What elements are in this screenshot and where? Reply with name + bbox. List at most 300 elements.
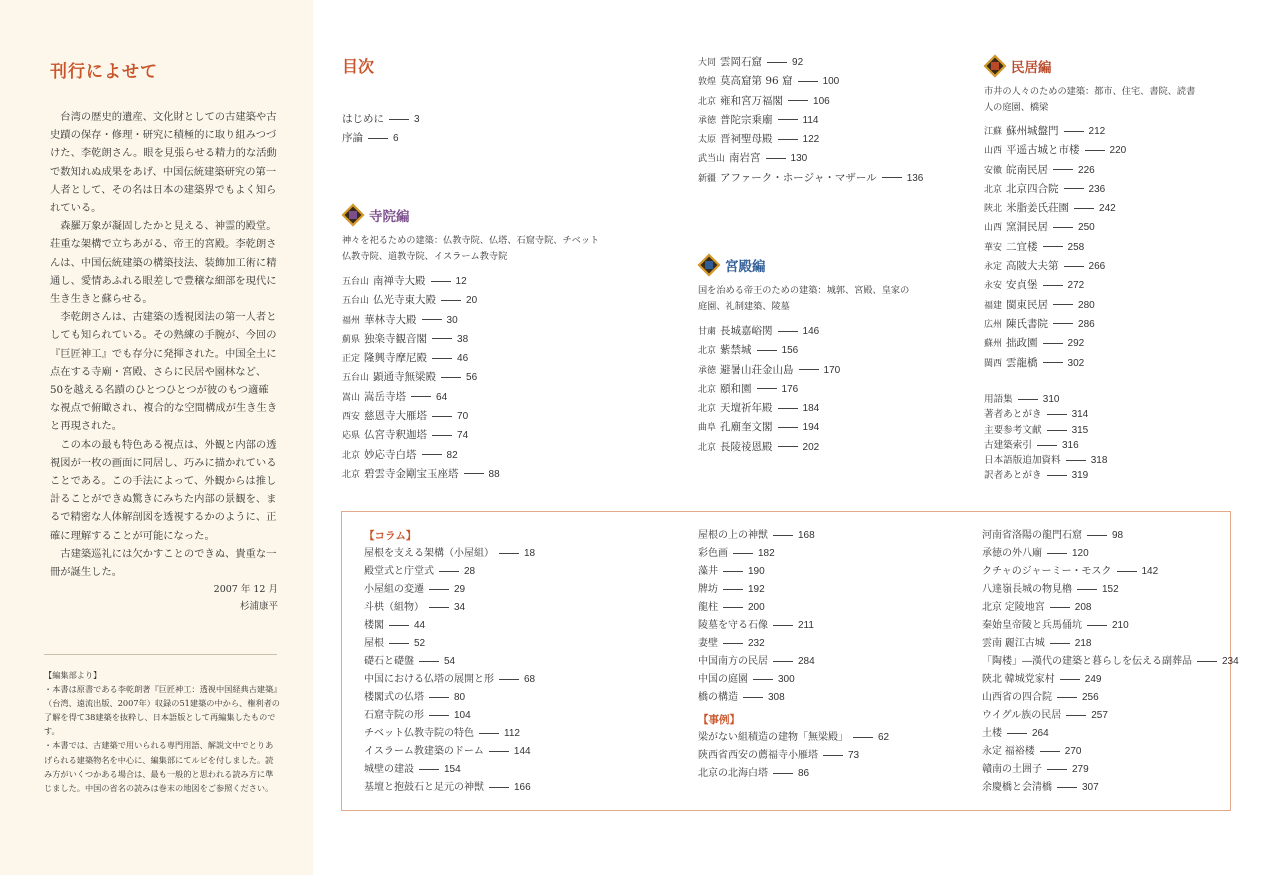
entry-page: 220 bbox=[1109, 145, 1127, 157]
entry-title: ウイグル族の民居 bbox=[982, 710, 1062, 721]
toc-entry bbox=[982, 545, 1239, 563]
entry-page: 284 bbox=[798, 656, 815, 667]
diamond-emblem-icon bbox=[342, 204, 364, 226]
entry-title: 斗栱（組物） bbox=[364, 602, 424, 613]
entry-title: 秦始皇帝陵と兵馬俑坑 bbox=[982, 620, 1082, 631]
leader-dash bbox=[1043, 285, 1063, 286]
entry-page: 130 bbox=[790, 153, 808, 165]
toc-entry bbox=[698, 765, 889, 783]
entry-title: 「陶楼」―漢代の建築と暮らしを伝える副葬品 bbox=[982, 656, 1192, 667]
toc-entry bbox=[364, 779, 535, 797]
entry-title: はじめに bbox=[342, 113, 384, 125]
entry-title: 雲岡石窟 bbox=[720, 56, 763, 68]
entry-page: 73 bbox=[848, 750, 860, 761]
entry-page: 182 bbox=[758, 548, 775, 559]
entry-location: 武当山 bbox=[698, 153, 726, 164]
entry-title: 雲龍橋 bbox=[1006, 356, 1038, 369]
entry-location: 江蘇 bbox=[984, 126, 1003, 136]
editors-note bbox=[44, 668, 280, 795]
leader-dash bbox=[432, 358, 452, 359]
leader-dash bbox=[1043, 343, 1063, 344]
entry-location: 応県 bbox=[342, 430, 361, 441]
entry-page: 314 bbox=[1071, 409, 1089, 421]
entry-location: 閩西 bbox=[984, 357, 1003, 368]
toc-entry bbox=[984, 199, 1126, 218]
dwelling-section-title: 民居編 bbox=[1011, 60, 1052, 76]
entry-page: 210 bbox=[1112, 620, 1129, 631]
entry-page: 156 bbox=[781, 345, 799, 357]
leader-dash bbox=[419, 661, 439, 662]
leader-dash bbox=[1087, 535, 1107, 536]
toc-title: 目次 bbox=[342, 57, 375, 76]
toc-entry bbox=[342, 426, 500, 445]
entry-title: 雲南 麗江古城 bbox=[982, 638, 1045, 649]
toc-entry bbox=[364, 761, 535, 779]
columns-col2 bbox=[698, 527, 889, 783]
toc-entry bbox=[698, 527, 889, 545]
palace-section-title: 宮殿編 bbox=[725, 259, 766, 275]
leader-dash bbox=[773, 773, 793, 774]
leader-dash bbox=[1066, 460, 1086, 461]
entry-location: 広州 bbox=[984, 318, 1003, 329]
entry-page: 212 bbox=[1088, 126, 1106, 137]
entry-page: 302 bbox=[1067, 357, 1085, 369]
leader-dash bbox=[799, 369, 819, 370]
palace-section-header bbox=[698, 254, 766, 276]
entry-page: 315 bbox=[1071, 424, 1089, 436]
entry-page: 154 bbox=[444, 764, 461, 775]
entry-title: 長陵祾恩殿 bbox=[720, 440, 773, 453]
toc-entry bbox=[342, 330, 500, 349]
entry-page: 232 bbox=[748, 638, 765, 649]
entry-title: 拙政園 bbox=[1006, 337, 1038, 350]
entry-location: 敦煌 bbox=[698, 76, 717, 87]
entry-location: 五台山 bbox=[342, 276, 370, 286]
entry-page: 242 bbox=[1099, 203, 1116, 215]
leader-dash bbox=[1085, 150, 1105, 151]
toc-entry bbox=[984, 334, 1126, 353]
entry-title: 窯洞民居 bbox=[1006, 221, 1049, 234]
toc-entry bbox=[698, 599, 889, 617]
entry-page: 98 bbox=[1112, 530, 1124, 541]
entry-location: 永安 bbox=[984, 280, 1003, 291]
entry-page: 168 bbox=[798, 530, 815, 541]
entry-title: 承徳の外八廟 bbox=[982, 548, 1042, 559]
foreword-text bbox=[50, 108, 278, 615]
toc-entry bbox=[364, 581, 535, 599]
leader-dash bbox=[743, 697, 763, 698]
entry-title: 陝北 韓城党家村 bbox=[982, 674, 1055, 685]
entry-page: 152 bbox=[1102, 584, 1119, 595]
leader-dash bbox=[773, 661, 793, 662]
toc-entry bbox=[698, 111, 923, 130]
toc-entry bbox=[342, 446, 500, 465]
leader-dash bbox=[422, 454, 442, 455]
entry-location: 正定 bbox=[342, 353, 361, 364]
entry-location: 西安 bbox=[342, 411, 361, 422]
entry-page: 3 bbox=[414, 114, 420, 125]
toc-entry bbox=[698, 617, 889, 635]
entry-title: 閩東民居 bbox=[1006, 298, 1049, 311]
leader-dash bbox=[389, 643, 409, 644]
entry-title: 殿堂式と庁堂式 bbox=[364, 566, 434, 577]
entry-title: 独楽寺観音閣 bbox=[364, 332, 428, 345]
foreword-title: 刊行によせて bbox=[50, 62, 158, 82]
toc-entry bbox=[698, 149, 923, 168]
leader-dash bbox=[489, 751, 509, 752]
entry-location: 承徳 bbox=[698, 364, 717, 375]
entry-title: 隆興寺摩尼殿 bbox=[364, 352, 428, 365]
entry-page: 92 bbox=[792, 57, 804, 68]
toc-entry bbox=[698, 635, 889, 653]
entry-title: 用語集 bbox=[984, 394, 1013, 405]
leader-dash bbox=[1064, 266, 1084, 267]
toc-entry bbox=[982, 707, 1239, 725]
temple-section-header bbox=[342, 204, 410, 226]
toc-entry bbox=[342, 349, 500, 368]
leader-dash bbox=[773, 625, 793, 626]
entry-page: 34 bbox=[454, 602, 466, 613]
entry-page: 104 bbox=[454, 710, 471, 721]
leader-dash bbox=[1007, 733, 1027, 734]
entry-page: 272 bbox=[1067, 280, 1085, 292]
leader-dash bbox=[441, 300, 461, 301]
entry-title: 石窟寺院の形 bbox=[364, 710, 424, 721]
entry-page: 52 bbox=[414, 638, 426, 649]
leader-dash bbox=[1043, 246, 1063, 247]
leader-dash bbox=[431, 281, 451, 282]
entry-page: 286 bbox=[1078, 318, 1095, 330]
entry-title: 紫禁城 bbox=[720, 344, 752, 357]
toc-entry bbox=[364, 635, 535, 653]
entry-title: 晋祠聖母殿 bbox=[720, 133, 773, 146]
column-heading: 【コラム】 bbox=[364, 530, 417, 542]
entry-title: 陝西省西安の薦福寺小雁塔 bbox=[698, 750, 818, 761]
palace-section-desc: 国を治める帝王のための建築：城郭、宮殿、皇家の庭園、礼制建築、陵墓 bbox=[698, 285, 910, 311]
entry-title: 普陀宗乗廟 bbox=[720, 113, 773, 126]
entry-title: 妙応寺白塔 bbox=[364, 448, 417, 461]
dwelling-list bbox=[984, 122, 1126, 373]
case-list bbox=[698, 729, 889, 783]
entry-page: 257 bbox=[1091, 710, 1108, 721]
entry-location: 北京 bbox=[342, 468, 361, 479]
entry-page: 18 bbox=[524, 548, 536, 559]
entry-title: 平遥古城と市楼 bbox=[1006, 144, 1080, 157]
entry-location: 新疆 bbox=[698, 172, 717, 183]
entry-page: 12 bbox=[455, 276, 467, 287]
entry-title: 慈恩寺大雁塔 bbox=[364, 410, 428, 423]
entry-location: 陝北 bbox=[984, 203, 1003, 214]
entry-title: 雍和宮万福閣 bbox=[720, 94, 784, 107]
entry-title: 屋根 bbox=[364, 638, 384, 649]
leader-dash bbox=[1117, 571, 1137, 572]
entry-location: 永定 bbox=[984, 261, 1003, 272]
entry-page: 218 bbox=[1074, 638, 1092, 649]
entry-title: 中国における仏塔の展開と形 bbox=[364, 674, 494, 685]
entry-page: 300 bbox=[778, 674, 795, 685]
leader-dash bbox=[823, 755, 843, 756]
entry-title: 楼閣式の仏塔 bbox=[364, 692, 424, 703]
entry-title: 小屋組の変遷 bbox=[364, 584, 424, 595]
leader-dash bbox=[429, 589, 449, 590]
leader-dash bbox=[1057, 787, 1077, 788]
entry-title: 陵墓を守る石像 bbox=[698, 620, 768, 631]
entry-page: 68 bbox=[524, 674, 536, 685]
entry-page: 144 bbox=[513, 746, 531, 757]
leader-dash bbox=[766, 158, 786, 159]
entry-location: 承徳 bbox=[698, 114, 717, 125]
temple-section-desc: 神々を祀るための建築：仏教寺院、仏塔、石窟寺院、チベット仏教寺院、道教寺院、イスラーム教寺院 bbox=[342, 235, 600, 261]
leader-dash bbox=[441, 377, 461, 378]
entry-page: 190 bbox=[748, 566, 765, 577]
leader-dash bbox=[788, 100, 808, 101]
entry-title: 著者あとがき bbox=[984, 409, 1042, 421]
entry-title: 牌坊 bbox=[698, 584, 718, 595]
toc-entry bbox=[984, 161, 1126, 180]
entry-title: 城壁の建設 bbox=[364, 764, 414, 775]
toc-entry bbox=[984, 453, 1107, 468]
entry-page: 319 bbox=[1071, 470, 1089, 482]
column-list bbox=[698, 527, 889, 707]
case-list bbox=[982, 527, 1239, 797]
toc-entry bbox=[982, 527, 1239, 545]
leader-dash bbox=[432, 416, 452, 417]
toc-entry bbox=[698, 72, 923, 91]
toc-entry bbox=[364, 617, 535, 635]
toc-entry bbox=[982, 617, 1239, 635]
entry-page: 44 bbox=[414, 620, 426, 631]
entry-page: 234 bbox=[1222, 656, 1239, 667]
entry-location: 薊県 bbox=[342, 333, 361, 344]
leader-dash bbox=[733, 553, 753, 554]
toc-entry bbox=[982, 599, 1239, 617]
foreword-author: 杉浦康平 bbox=[239, 601, 278, 613]
entry-page: 280 bbox=[1078, 299, 1095, 311]
leader-dash bbox=[499, 553, 519, 554]
entry-location: 甘粛 bbox=[698, 326, 717, 336]
entry-page: 192 bbox=[748, 584, 765, 595]
leader-dash bbox=[1050, 607, 1070, 608]
entry-title: 屋根の上の神獣 bbox=[698, 530, 768, 541]
leader-dash bbox=[429, 607, 449, 608]
foreword-paragraph: 古建築巡礼には欠かすことのできぬ、貴重な一冊が誕生した。 bbox=[50, 547, 277, 579]
entry-page: 202 bbox=[802, 441, 820, 453]
toc-entry bbox=[982, 635, 1239, 653]
entry-title: 基壇と抱鼓石と足元の神獣 bbox=[364, 782, 484, 793]
toc-entry bbox=[698, 380, 840, 399]
leader-dash bbox=[882, 177, 902, 178]
toc-entry bbox=[698, 438, 840, 457]
toc-entry bbox=[984, 354, 1126, 373]
entry-location: 福建 bbox=[984, 299, 1003, 310]
entry-title: 妻壁 bbox=[698, 638, 718, 649]
leader-dash bbox=[1053, 323, 1073, 324]
entry-page: 211 bbox=[798, 620, 814, 631]
entry-location: 福州 bbox=[342, 314, 361, 325]
temple-list-continued bbox=[698, 53, 923, 188]
entry-title: 顕通寺無梁殿 bbox=[373, 371, 437, 384]
entry-location: 北京 bbox=[698, 403, 717, 414]
editors-note-item: ・本書は原書である李乾朗著『巨匠神工：透視中国経典古建築』（台湾、遠流出版、2007年）収録の51建築の中から、権利者の了解を得て38建築を抜粋し、日本語版として再編集したものです。 bbox=[44, 684, 280, 737]
toc-entry bbox=[982, 779, 1239, 797]
entry-location: 山西 bbox=[984, 222, 1003, 233]
entry-title: 仏宮寺釈迦塔 bbox=[364, 429, 428, 442]
entry-location: 北京 bbox=[984, 183, 1003, 194]
entry-page: 146 bbox=[802, 326, 820, 337]
leader-dash bbox=[1043, 362, 1063, 363]
toc-entry bbox=[342, 407, 500, 426]
entry-title: 陳氏書院 bbox=[1006, 317, 1049, 330]
toc-entry bbox=[342, 388, 500, 407]
toc-entry bbox=[698, 563, 889, 581]
entry-title: イスラーム教建築のドーム bbox=[364, 746, 484, 757]
entry-page: 316 bbox=[1061, 439, 1079, 451]
temple-section-title: 寺院編 bbox=[369, 209, 410, 225]
leader-dash bbox=[757, 350, 777, 351]
entry-page: 29 bbox=[454, 584, 466, 595]
leader-dash bbox=[429, 715, 449, 716]
entry-title: 米脂姜氏荘園 bbox=[1006, 202, 1070, 215]
toc-entry bbox=[342, 272, 500, 291]
leader-dash bbox=[1064, 131, 1084, 132]
leader-dash bbox=[1060, 679, 1080, 680]
toc-entry bbox=[698, 581, 889, 599]
toc-entry bbox=[982, 725, 1239, 743]
toc-entry bbox=[698, 169, 923, 188]
foreword-paragraph: この本の最も特色ある視点は、外観と内部の透視図が一枚の画面に同居し、巧みに描かれていることである。この手法によって、外観からは推し計ることができぬ驚きにみちた内部の景観を、まるで精密な人体解剖図を透視するかのように、正確に理解することが可能になった。 bbox=[50, 438, 277, 542]
case-heading: 【事例】 bbox=[698, 714, 740, 726]
entry-title: 八達嶺長城の物見櫓 bbox=[982, 584, 1072, 595]
entry-title: 碧雲寺金剛宝玉座塔 bbox=[364, 467, 459, 480]
entry-title: 北京の北海白塔 bbox=[698, 768, 768, 779]
leader-dash bbox=[422, 319, 442, 320]
entry-page: 86 bbox=[798, 768, 810, 779]
columns-col1 bbox=[364, 527, 535, 797]
leader-dash bbox=[723, 571, 743, 572]
leader-dash bbox=[1047, 414, 1067, 415]
toc-entry bbox=[698, 418, 840, 437]
entry-page: 142 bbox=[1141, 566, 1159, 577]
toc-entry bbox=[984, 423, 1107, 438]
entry-page: 82 bbox=[446, 449, 458, 461]
entry-page: 74 bbox=[457, 430, 469, 442]
entry-title: 序論 bbox=[342, 132, 363, 145]
leader-dash bbox=[389, 119, 409, 120]
leader-dash bbox=[479, 733, 499, 734]
entry-title: 中国南方の民居 bbox=[698, 656, 768, 667]
toc-entry bbox=[698, 545, 889, 563]
entry-page: 250 bbox=[1078, 222, 1095, 234]
entry-page: 170 bbox=[823, 364, 841, 376]
toc-entry bbox=[982, 689, 1239, 707]
entry-location: 五台山 bbox=[342, 295, 370, 306]
toc-entry bbox=[698, 341, 840, 360]
appendix-list bbox=[984, 392, 1107, 484]
toc-entry bbox=[982, 761, 1239, 779]
leader-dash bbox=[723, 607, 743, 608]
leader-dash bbox=[464, 473, 484, 474]
leader-dash bbox=[1037, 445, 1057, 446]
leader-dash bbox=[773, 535, 793, 536]
toc-entry bbox=[698, 361, 840, 380]
leader-dash bbox=[1066, 715, 1086, 716]
leader-dash bbox=[1053, 169, 1073, 170]
leader-dash bbox=[499, 679, 519, 680]
entry-title: 龍柱 bbox=[698, 602, 718, 613]
entry-title: 北京 定陵地宮 bbox=[982, 602, 1045, 613]
toc-entry bbox=[342, 368, 500, 387]
toc-entry bbox=[984, 407, 1107, 422]
entry-title: 梁がない組積造の建物「無梁殿」 bbox=[698, 732, 848, 743]
entry-title: 天壇祈年殿 bbox=[720, 402, 773, 415]
entry-title: 古建築索引 bbox=[984, 439, 1032, 451]
entry-title: 橋の構造 bbox=[698, 692, 738, 703]
entry-title: 藻井 bbox=[698, 566, 718, 577]
temple-list bbox=[342, 272, 500, 484]
toc-entry bbox=[364, 653, 535, 671]
toc-entry bbox=[698, 92, 923, 111]
leader-dash bbox=[1047, 553, 1067, 554]
entry-page: 208 bbox=[1074, 602, 1092, 613]
entry-page: 120 bbox=[1072, 548, 1089, 559]
entry-page: 20 bbox=[466, 295, 478, 307]
entry-page: 70 bbox=[457, 411, 469, 423]
leader-dash bbox=[1087, 625, 1107, 626]
toc-entry bbox=[698, 653, 889, 671]
foreword-paragraph: 森羅万象が凝固したかと見える、神霊的殿堂。荘重な架構で立ちあがる、帝王的宮殿。李乾朗さんは、中国伝統建築の構築技法、装飾加工術に精通し、愛情あふれる眼差しで豊穣な細部を現代に生き生きと蘇らせる。 bbox=[50, 220, 277, 306]
entry-title: クチャのジャーミー・モスク bbox=[982, 566, 1112, 577]
leader-dash bbox=[411, 396, 431, 397]
leader-dash bbox=[419, 769, 439, 770]
entry-location: 嵩山 bbox=[342, 391, 361, 402]
foreword-paragraph: 李乾朗さんは、古建築の透視図法の第一人者としても知られている。その熟練の手腕が、今回の『巨匠神工』でも存分に発揮された。中国全土に点在する寺廟・宮殿、さらに民居や園林など、50を越える名蹟のひとつひとつが彼のもつ適確な視点で俯瞰され、複合的な空間構成が生き生きと再現された。 bbox=[50, 311, 278, 433]
entry-page: 54 bbox=[444, 656, 456, 667]
front-matter-list bbox=[342, 110, 420, 149]
entry-title: 河南省洛陽の龍門石窟 bbox=[982, 530, 1082, 541]
entry-title: 莫高窟第 96 窟 bbox=[720, 75, 793, 88]
entry-page: 258 bbox=[1067, 241, 1085, 253]
toc-entry bbox=[984, 438, 1107, 453]
toc-entry bbox=[984, 122, 1126, 141]
toc-entry bbox=[982, 743, 1239, 761]
toc-entry bbox=[982, 563, 1239, 581]
toc-entry bbox=[364, 545, 535, 563]
toc-entry bbox=[984, 296, 1126, 315]
toc-entry bbox=[342, 465, 500, 484]
diamond-emblem-icon bbox=[698, 254, 720, 276]
entry-location: 大同 bbox=[698, 57, 717, 67]
toc-entry bbox=[364, 563, 535, 581]
leader-dash bbox=[368, 138, 388, 139]
toc-entry bbox=[698, 747, 889, 765]
toc-entry bbox=[364, 707, 535, 725]
entry-location: 五台山 bbox=[342, 372, 370, 383]
entry-title: 皖南民居 bbox=[1006, 163, 1049, 176]
divider bbox=[44, 654, 277, 655]
entry-location: 北京 bbox=[698, 345, 717, 356]
editors-note-head: 【編集部より】 bbox=[44, 670, 102, 680]
leader-dash bbox=[798, 81, 818, 82]
entry-page: 256 bbox=[1082, 692, 1099, 703]
entry-title: 山西省の四合院 bbox=[982, 692, 1052, 703]
entry-location: 北京 bbox=[698, 441, 717, 452]
toc-entry bbox=[698, 53, 923, 72]
leader-dash bbox=[1050, 643, 1070, 644]
entry-title: 嵩岳寺塔 bbox=[364, 390, 407, 403]
toc-entry bbox=[698, 689, 889, 707]
entry-page: 136 bbox=[906, 172, 924, 184]
leader-dash bbox=[778, 331, 798, 332]
